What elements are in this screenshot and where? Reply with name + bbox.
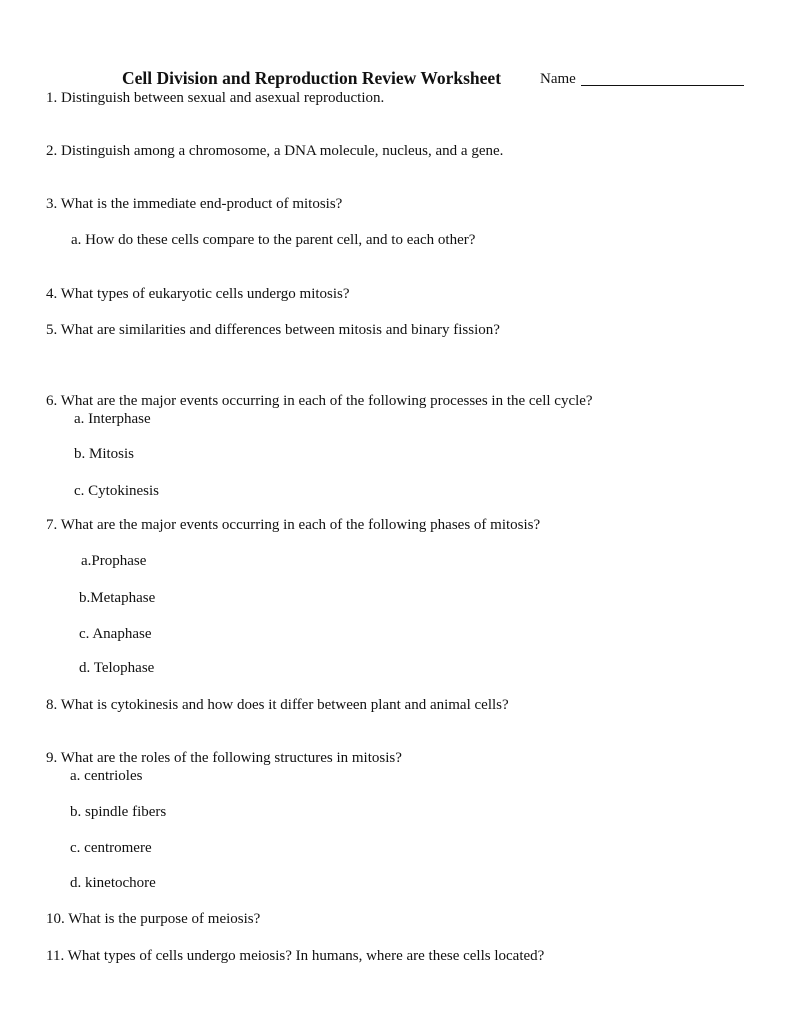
question-2: 2. Distinguish among a chromosome, a DNA molecule, nucleus, and a gene. — [46, 143, 504, 159]
question-9b: b. spindle fibers — [70, 804, 167, 820]
question-8: 8. What is cytokinesis and how does it differ between plant and animal cells? — [46, 697, 509, 713]
question-6a: a. Interphase — [74, 411, 151, 427]
question-7a: a.Prophase — [81, 553, 147, 569]
worksheet-title: Cell Division and Reproduction Review Worksheet — [122, 68, 502, 88]
question-1: 1. Distinguish between sexual and asexual reproduction. — [46, 90, 385, 106]
question-7d: d. Telophase — [79, 660, 155, 676]
question-5: 5. What are similarities and differences between mitosis and binary fission? — [46, 322, 500, 338]
question-4: 4. What types of eukaryotic cells undergo mitosis? — [46, 286, 350, 302]
question-9a: a. centrioles — [70, 768, 143, 784]
question-10: 10. What is the purpose of meiosis? — [46, 911, 261, 927]
question-11: 11. What types of cells undergo meiosis? In humans, where are these cells located? — [46, 948, 545, 964]
name-blank-line[interactable] — [581, 85, 744, 86]
question-9: 9. What are the roles of the following structures in mitosis? — [46, 750, 402, 766]
question-7c: c. Anaphase — [79, 626, 152, 642]
question-6b: b. Mitosis — [74, 446, 135, 462]
question-6: 6. What are the major events occurring in each of the following processes in the cell cycle? — [46, 393, 593, 409]
question-6c: c. Cytokinesis — [74, 483, 159, 499]
question-7: 7. What are the major events occurring in each of the following phases of mitosis? — [46, 517, 541, 533]
name-label: Name — [540, 71, 576, 87]
question-3: 3. What is the immediate end-product of mitosis? — [46, 196, 343, 212]
question-9d: d. kinetochore — [70, 875, 156, 891]
question-7b: b.Metaphase — [79, 590, 156, 606]
question-9c: c. centromere — [70, 840, 152, 856]
question-3a: a. How do these cells compare to the parent cell, and to each other? — [71, 232, 476, 248]
